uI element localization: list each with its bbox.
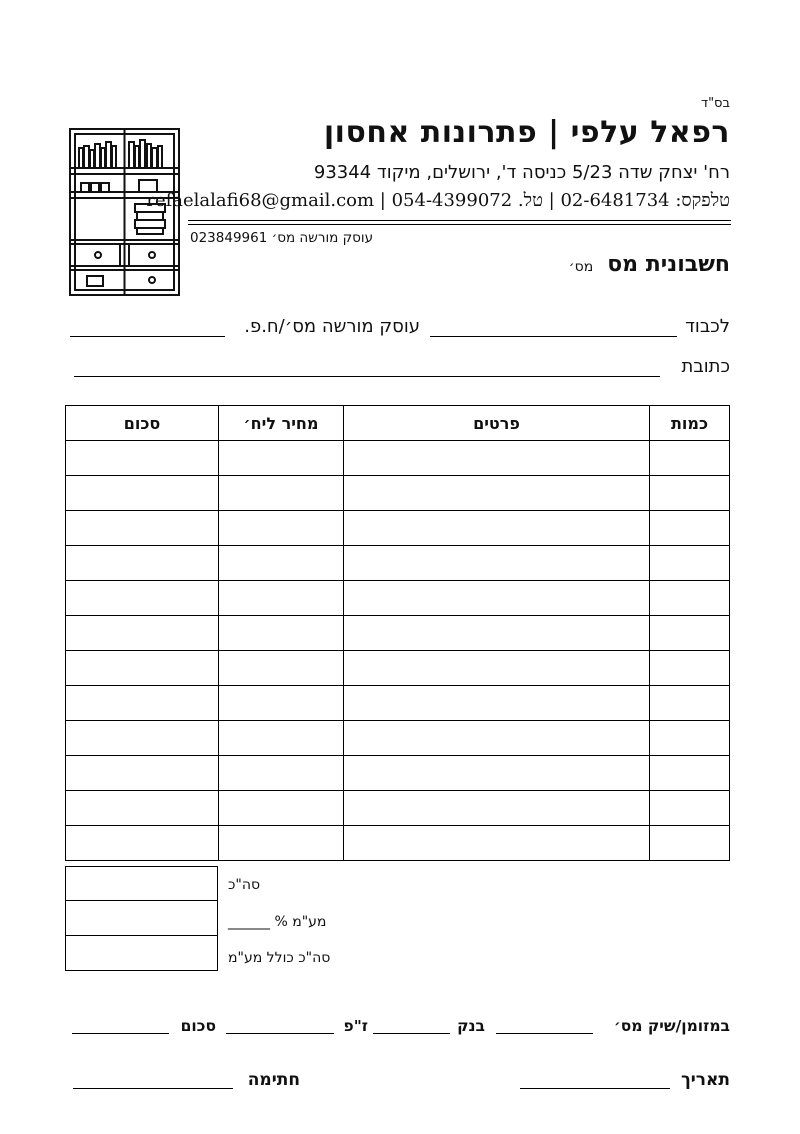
header-details: פרטים [344,406,650,441]
details-cell[interactable] [344,581,650,616]
vat-label: מע"מ % ______ [228,914,327,930]
invoice-number-label: מס׳ [568,259,594,275]
header-quantity: כמות [650,406,730,441]
table-row [66,616,730,651]
quantity-cell[interactable] [650,721,730,756]
dealer-field[interactable] [70,336,225,337]
amount-cell[interactable] [66,791,219,826]
payment-method-label: במזומן/שיק מס׳ [613,1017,730,1035]
header-divider-secondary [188,224,731,225]
quantity-cell[interactable] [650,651,730,686]
totals-boxes [65,866,218,971]
unit-price-cell[interactable] [219,651,344,686]
unit-price-cell[interactable] [219,511,344,546]
amount-cell[interactable] [66,581,219,616]
bank-field[interactable] [373,1033,450,1034]
quantity-cell[interactable] [650,616,730,651]
amount-cell[interactable] [66,686,219,721]
table-row [66,686,730,721]
table-row [66,756,730,791]
amount-cell[interactable] [66,826,219,861]
table-row [66,721,730,756]
unit-price-cell[interactable] [219,756,344,791]
blessing-text: בס"ד [700,96,730,111]
amount-cell[interactable] [66,441,219,476]
unit-price-cell[interactable] [219,441,344,476]
amount-cell[interactable] [66,721,219,756]
quantity-cell[interactable] [650,791,730,826]
quantity-cell[interactable] [650,441,730,476]
header-divider [188,220,731,221]
quantity-cell[interactable] [650,546,730,581]
details-cell[interactable] [344,756,650,791]
quantity-cell[interactable] [650,686,730,721]
total-box[interactable] [65,936,218,971]
amount-cell[interactable] [66,756,219,791]
unit-price-cell[interactable] [219,686,344,721]
bookshelf-icon [69,128,181,298]
to-field[interactable] [430,336,677,337]
details-cell[interactable] [344,441,650,476]
business-contact: טלפקס: 02-6481734 | טל. 054-4399072 | refaelalafi68@gmail.com [146,190,730,211]
subtotal-label: סה"כ [228,877,261,893]
subtotal-box[interactable] [65,866,218,901]
details-cell[interactable] [344,476,650,511]
invoice-title: חשבונית מס [607,252,730,277]
amount-cell[interactable] [66,511,219,546]
amount-cell[interactable] [66,476,219,511]
header-unit-price: מחיר ליח׳ [219,406,344,441]
business-address: רח' יצחק שדה 5/23 כניסה ד', ירושלים, מיקוד 93344 [313,162,730,183]
table-row [66,476,730,511]
quantity-cell[interactable] [650,511,730,546]
date-field[interactable] [520,1088,670,1089]
address-field[interactable] [74,376,660,377]
amount-label: סכום [180,1017,216,1035]
signature-label: חתימה [247,1070,300,1090]
to-label: לכבוד [685,316,730,337]
unit-price-cell[interactable] [219,721,344,756]
details-cell[interactable] [344,826,650,861]
unit-price-cell[interactable] [219,616,344,651]
details-cell[interactable] [344,651,650,686]
unit-price-cell[interactable] [219,826,344,861]
unit-price-cell[interactable] [219,476,344,511]
branch-field[interactable] [226,1033,334,1034]
details-cell[interactable] [344,546,650,581]
vat-box[interactable] [65,901,218,936]
items-table [65,405,730,861]
bank-label: בנק [457,1017,485,1035]
amount-cell[interactable] [66,616,219,651]
dealer-number: עוסק מורשה מס׳ 023849961 [190,230,374,246]
total-label: סה"כ כולל מע"מ [228,950,331,966]
quantity-cell[interactable] [650,581,730,616]
table-row [66,651,730,686]
details-cell[interactable] [344,791,650,826]
document-title [569,252,730,277]
amount-field[interactable] [72,1033,169,1034]
amount-cell[interactable] [66,651,219,686]
table-row [66,546,730,581]
quantity-cell[interactable] [650,826,730,861]
address-label: כתובת [681,356,730,377]
table-row [66,511,730,546]
details-cell[interactable] [344,686,650,721]
table-header-row [66,406,730,441]
dealer-label: עוסק מורשה מס׳/ח.פ. [244,316,420,337]
date-label: תאריך [680,1070,730,1090]
unit-price-cell[interactable] [219,581,344,616]
unit-price-cell[interactable] [219,546,344,581]
branch-label: ז"פ [343,1017,368,1035]
signature-field[interactable] [73,1088,233,1089]
quantity-cell[interactable] [650,476,730,511]
amount-cell[interactable] [66,546,219,581]
table-row [66,791,730,826]
unit-price-cell[interactable] [219,791,344,826]
details-cell[interactable] [344,616,650,651]
details-cell[interactable] [344,721,650,756]
payment-method-field[interactable] [496,1033,593,1034]
header-amount: סכום [66,406,219,441]
quantity-cell[interactable] [650,756,730,791]
table-row [66,441,730,476]
business-name: רפאל עלפי | פתרונות אחסון [323,115,730,150]
table-row [66,826,730,861]
details-cell[interactable] [344,511,650,546]
table-row [66,581,730,616]
